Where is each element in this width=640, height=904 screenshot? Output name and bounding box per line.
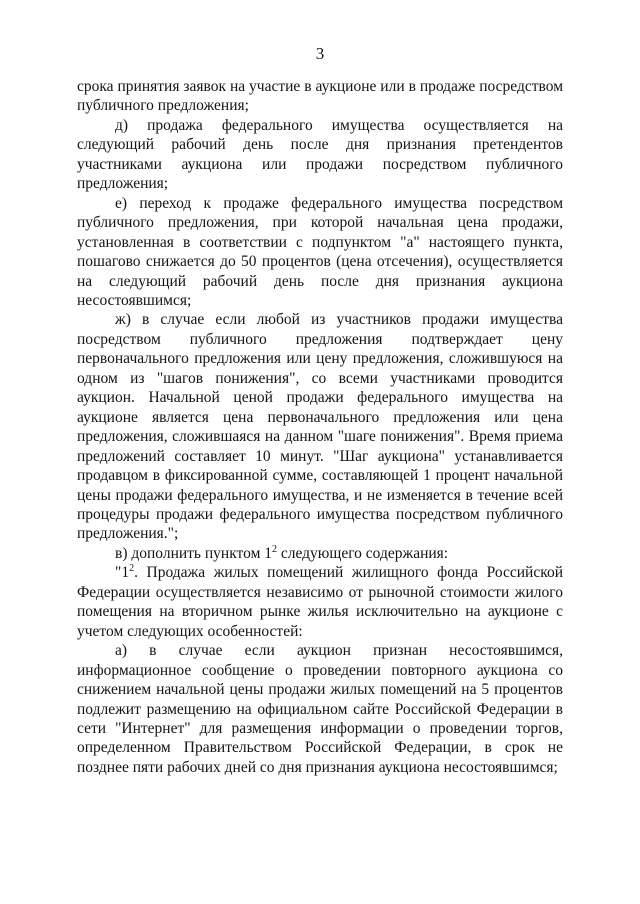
paragraph-item-v-text-after: следующего содержания:: [277, 544, 449, 562]
paragraph-subitem-a: а) в случае если аукцион признан несостоявшимся, информационное сообщение о проведении повторного аукциона со снижением начальной цены продажи жилых помещений на 5 процентов подлежит размещению на официальном сайте Российской Федерации в сети "Интернет" для размещения информации о проведении торгов, определенном Правительством Российской Федерации, в срок не позднее пяти рабочих дней со дня признания аукциона несостоявшимся;: [77, 642, 563, 776]
paragraph-point-1-2-text-after: . Продажа жилых помещений жилищного фонда Российской Федерации осуществляется независимо от рыночной стоимости жилого помещения на вторичном рынке жилья исключительно на аукционе с учетом следующих особенностей:: [77, 564, 563, 640]
paragraph-item-d: д) продажа федерального имущества осуществляется на следующий рабочий день после дня признания претендентов участниками аукциона или продажи посредством публичного предложения;: [77, 116, 563, 193]
page-number: 3: [315, 44, 325, 63]
paragraph-item-v-text-before: в) дополнить пунктом 1: [115, 544, 272, 562]
document-body: [77, 77, 563, 777]
paragraph-item-v-superscript: 2: [272, 543, 277, 555]
paragraph-continuation: срока принятия заявок на участие в аукционе или в продаже посредством публичного предложения;: [77, 78, 563, 115]
paragraph-item-zh: ж) в случае если любой из участников продажи имущества посредством публичного предложения подтверждает цену первоначального предложения или цену предложения, сложившуюся на одном из "шагов понижения", со всеми участниками проводится аукцион. Начальной ценой продажи федерального имущества на аукционе является цена первоначального предложения или цена предложения, сложившаяся на данном "шаге понижения". Время приема предложений составляет 10 минут. "Шаг аукциона" устанавливается продавцом в фиксированной сумме, составляющей 1 процент начальной цены продажи федерального имущества, и не изменяется в течение всей процедуры продажи федерального имущества посредством публичного предложения.";: [77, 311, 563, 543]
paragraph-point-1-2-superscript: 2: [129, 563, 135, 575]
paragraph-point-1-2-text-before: "1: [115, 564, 130, 582]
paragraph-point-1-2: [77, 563, 563, 641]
paragraph-item-v: [77, 544, 563, 563]
paragraph-item-e: е) переход к продаже федерального имущества посредством публичного предложения, при которой начальная цена продажи, установленная в соответствии с подпунктом "а" настоящего пункта, пошагово снижается до 50 процентов (цена отсечения), осуществляется на следующий рабочий день после дня признания аукциона несостоявшимся;: [77, 194, 563, 309]
